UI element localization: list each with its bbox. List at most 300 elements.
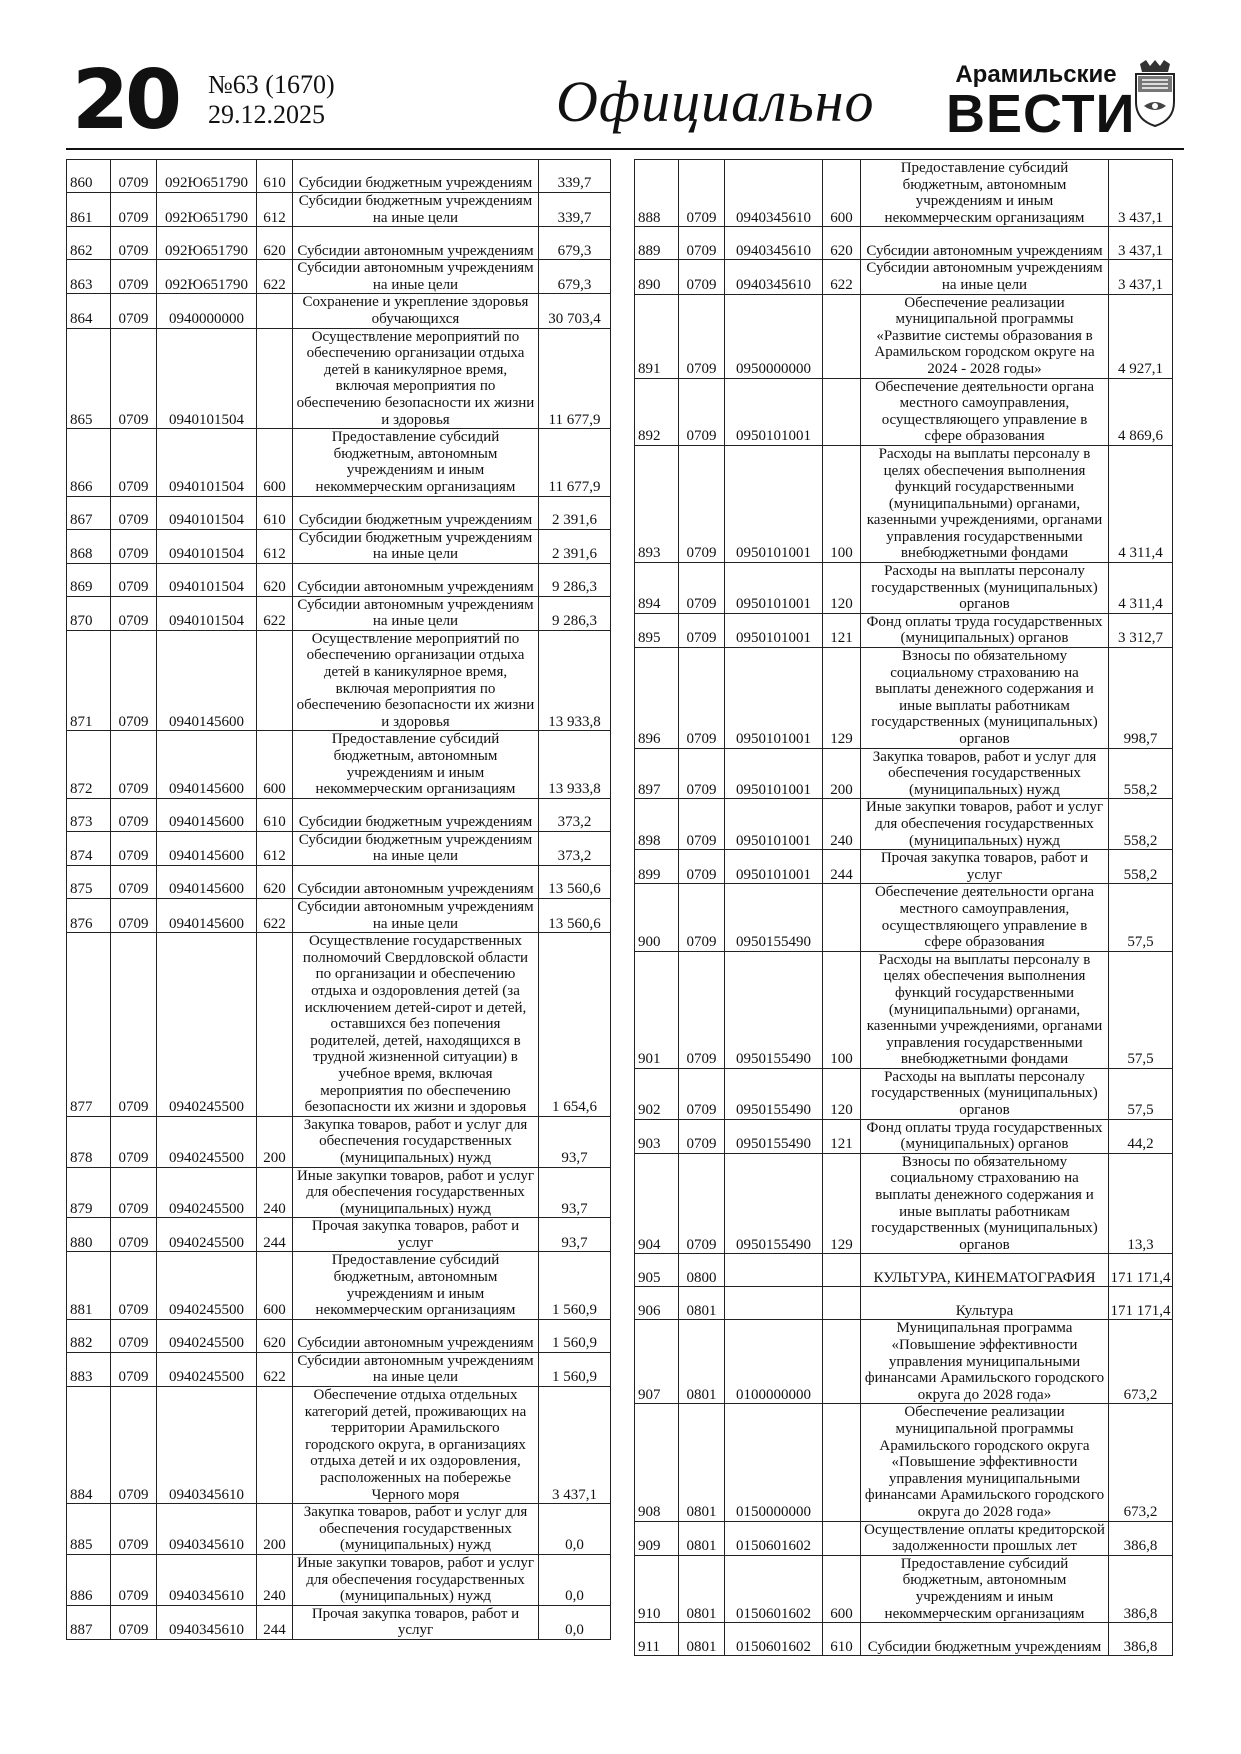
- row-description: Субсидии автономным учреждениям на иные цели: [293, 260, 539, 294]
- row-description: Закупка товаров, работ и услуг для обеспечения государственных (муниципальных) нужд: [861, 748, 1109, 799]
- expense-type: 121: [823, 613, 861, 647]
- row-description: КУЛЬТУРА, КИНЕМАТОГРАФИЯ: [861, 1254, 1109, 1287]
- row-number: 864: [67, 294, 111, 328]
- row-amount: 57,5: [1109, 951, 1173, 1068]
- row-number: 884: [67, 1387, 111, 1504]
- section-code: 0709: [679, 613, 725, 647]
- row-number: 888: [635, 160, 679, 227]
- expense-type: 100: [823, 951, 861, 1068]
- row-description: Прочая закупка товаров, работ и услуг: [293, 1218, 539, 1252]
- table-row: [67, 1116, 611, 1167]
- expense-type: 622: [823, 260, 861, 294]
- row-amount: 558,2: [1109, 850, 1173, 884]
- target-article: 0150601602: [725, 1623, 823, 1656]
- row-amount: 339,7: [539, 193, 611, 227]
- section-code: 0709: [111, 630, 157, 731]
- section-code: 0709: [111, 496, 157, 529]
- expense-type: [823, 1254, 861, 1287]
- table-row: [67, 798, 611, 831]
- row-amount: 3 437,1: [539, 1387, 611, 1504]
- row-number: 901: [635, 951, 679, 1068]
- row-number: 881: [67, 1252, 111, 1319]
- target-article: [725, 1287, 823, 1320]
- row-number: 909: [635, 1521, 679, 1555]
- row-description: Иные закупки товаров, работ и услуг для обеспечения государственных (муниципальных) нужд: [861, 799, 1109, 850]
- row-number: 904: [635, 1153, 679, 1254]
- section-code: 0801: [679, 1555, 725, 1622]
- row-amount: 9 286,3: [539, 563, 611, 596]
- target-article: [725, 1254, 823, 1287]
- row-number: 890: [635, 260, 679, 294]
- expense-type: 240: [257, 1167, 293, 1218]
- row-amount: 4 311,4: [1109, 563, 1173, 614]
- row-description: Субсидии автономным учреждениям на иные цели: [293, 1352, 539, 1386]
- row-amount: 673,2: [1109, 1320, 1173, 1404]
- table-row: [635, 1521, 1173, 1555]
- target-article: 0950155490: [725, 951, 823, 1068]
- expense-type: 622: [257, 596, 293, 630]
- expense-type: [823, 1521, 861, 1555]
- expense-type: 600: [257, 1252, 293, 1319]
- row-amount: 386,8: [1109, 1623, 1173, 1656]
- target-article: 0950101001: [725, 850, 823, 884]
- row-number: 870: [67, 596, 111, 630]
- row-description: Культура: [861, 1287, 1109, 1320]
- expense-type: [823, 884, 861, 951]
- row-amount: 30 703,4: [539, 294, 611, 328]
- row-description: Закупка товаров, работ и услуг для обеспечения государственных (муниципальных) нужд: [293, 1504, 539, 1555]
- target-article: 0950101001: [725, 378, 823, 445]
- row-amount: 13 933,8: [539, 731, 611, 798]
- row-amount: 2 391,6: [539, 496, 611, 529]
- target-article: 0150601602: [725, 1555, 823, 1622]
- section-code: 0709: [111, 1252, 157, 1319]
- table-row: [67, 1352, 611, 1386]
- section-code: 0709: [111, 798, 157, 831]
- row-amount: 1 654,6: [539, 933, 611, 1117]
- row-description: Расходы на выплаты персоналу государственных (муниципальных) органов: [861, 1068, 1109, 1119]
- section-code: 0709: [679, 748, 725, 799]
- row-description: Осуществление мероприятий по обеспечению организации отдыха детей в каникулярное время, включая мероприятия по обеспечению безопасности их жизни и здоровья: [293, 328, 539, 429]
- row-number: 868: [67, 529, 111, 563]
- target-article: 0940145600: [157, 899, 257, 933]
- row-amount: 171 171,4: [1109, 1287, 1173, 1320]
- table-row: [67, 1167, 611, 1218]
- row-number: 861: [67, 193, 111, 227]
- target-article: 0100000000: [725, 1320, 823, 1404]
- row-description: Расходы на выплаты персоналу в целях обеспечения выполнения функций государственными (муниципальными) органами, казенными учреждениями, органами управления государственными внебюджетными фондами: [861, 445, 1109, 562]
- row-amount: 13 933,8: [539, 630, 611, 731]
- section-code: 0801: [679, 1404, 725, 1521]
- row-number: 860: [67, 160, 111, 193]
- expense-type: 129: [823, 648, 861, 749]
- row-amount: 679,3: [539, 227, 611, 260]
- row-description: Предоставление субсидий бюджетным, автономным учреждениям и иным некоммерческим организациям: [293, 1252, 539, 1319]
- table-row: [635, 563, 1173, 614]
- target-article: 0940101504: [157, 429, 257, 496]
- table-row: [67, 563, 611, 596]
- row-description: Осуществление мероприятий по обеспечению организации отдыха детей в каникулярное время, включая мероприятия по обеспечению безопасности их жизни и здоровья: [293, 630, 539, 731]
- row-description: Субсидии автономным учреждениям на иные цели: [293, 899, 539, 933]
- row-number: 905: [635, 1254, 679, 1287]
- row-amount: 0,0: [539, 1554, 611, 1605]
- row-amount: 4 311,4: [1109, 445, 1173, 562]
- table-row: [635, 799, 1173, 850]
- target-article: 0940245500: [157, 1252, 257, 1319]
- target-article: 0940345610: [725, 160, 823, 227]
- row-number: 899: [635, 850, 679, 884]
- expense-type: [257, 630, 293, 731]
- row-number: 875: [67, 866, 111, 899]
- row-amount: 998,7: [1109, 648, 1173, 749]
- section-code: 0709: [111, 328, 157, 429]
- row-number: 889: [635, 227, 679, 260]
- table-row: [635, 260, 1173, 294]
- row-description: Предоставление субсидий бюджетным, автономным учреждениям и иным некоммерческим организациям: [293, 731, 539, 798]
- target-article: 0940345610: [725, 260, 823, 294]
- target-article: 0150601602: [725, 1521, 823, 1555]
- section-code: 0709: [679, 445, 725, 562]
- row-amount: 44,2: [1109, 1119, 1173, 1153]
- budget-table-right: [634, 159, 1173, 1656]
- section-code: 0709: [111, 260, 157, 294]
- target-article: 0950101001: [725, 748, 823, 799]
- table-row: [67, 630, 611, 731]
- row-number: 896: [635, 648, 679, 749]
- section-code: 0709: [679, 850, 725, 884]
- row-number: 874: [67, 831, 111, 865]
- expense-type: 622: [257, 1352, 293, 1386]
- table-row: [67, 529, 611, 563]
- row-description: Обеспечение реализации муниципальной программы «Развитие системы образования в Арамильском городском округе на 2024 - 2028 годы»: [861, 294, 1109, 378]
- row-number: 872: [67, 731, 111, 798]
- section-code: 0709: [679, 648, 725, 749]
- row-amount: 4 869,6: [1109, 378, 1173, 445]
- row-number: 873: [67, 798, 111, 831]
- table-row: [635, 294, 1173, 378]
- table-row: [67, 1554, 611, 1605]
- budget-table-left: [66, 159, 611, 1640]
- row-amount: 93,7: [539, 1218, 611, 1252]
- table-row: [67, 1218, 611, 1252]
- row-amount: 3 437,1: [1109, 227, 1173, 260]
- target-article: 0940145600: [157, 798, 257, 831]
- row-amount: 9 286,3: [539, 596, 611, 630]
- row-description: Расходы на выплаты персоналу в целях обеспечения выполнения функций государственными (муниципальными) органами, казенными учреждениями, органами управления государственными внебюджетными фондами: [861, 951, 1109, 1068]
- row-number: 878: [67, 1116, 111, 1167]
- table-row: [67, 160, 611, 193]
- expense-type: 612: [257, 831, 293, 865]
- row-amount: 373,2: [539, 798, 611, 831]
- row-amount: 558,2: [1109, 748, 1173, 799]
- target-article: 0950101001: [725, 613, 823, 647]
- table-row: [67, 1387, 611, 1504]
- expense-type: [823, 1404, 861, 1521]
- expense-type: 100: [823, 445, 861, 562]
- table-row: [67, 260, 611, 294]
- section-code: 0709: [679, 294, 725, 378]
- section-code: 0709: [679, 951, 725, 1068]
- table-row: [67, 1319, 611, 1352]
- row-number: 865: [67, 328, 111, 429]
- target-article: 0940145600: [157, 731, 257, 798]
- expense-type: 200: [823, 748, 861, 799]
- row-number: 867: [67, 496, 111, 529]
- row-number: 880: [67, 1218, 111, 1252]
- section-code: 0709: [679, 227, 725, 260]
- page-number: 20: [72, 53, 179, 148]
- section-code: 0709: [679, 1153, 725, 1254]
- row-description: Расходы на выплаты персоналу государственных (муниципальных) органов: [861, 563, 1109, 614]
- expense-type: [823, 294, 861, 378]
- row-amount: 386,8: [1109, 1521, 1173, 1555]
- row-description: Субсидии бюджетным учреждениям на иные цели: [293, 193, 539, 227]
- row-number: 910: [635, 1555, 679, 1622]
- row-amount: 0,0: [539, 1605, 611, 1639]
- target-article: 0940101504: [157, 563, 257, 596]
- section-code: 0709: [111, 1504, 157, 1555]
- row-number: 908: [635, 1404, 679, 1521]
- expense-type: [823, 378, 861, 445]
- target-article: 092Ю651790: [157, 193, 257, 227]
- row-description: Закупка товаров, работ и услуг для обеспечения государственных (муниципальных) нужд: [293, 1116, 539, 1167]
- row-amount: 3 312,7: [1109, 613, 1173, 647]
- row-number: 863: [67, 260, 111, 294]
- row-description: Прочая закупка товаров, работ и услуг: [293, 1605, 539, 1639]
- target-article: 0940000000: [157, 294, 257, 328]
- row-description: Предоставление субсидий бюджетным, автономным учреждениям и иным некоммерческим организациям: [861, 160, 1109, 227]
- row-amount: 13 560,6: [539, 866, 611, 899]
- expense-type: 120: [823, 563, 861, 614]
- issue-date: 29.12.2025: [208, 100, 325, 129]
- target-article: 0940101504: [157, 496, 257, 529]
- row-number: 883: [67, 1352, 111, 1386]
- expense-type: 244: [257, 1218, 293, 1252]
- section-code: 0709: [111, 1319, 157, 1352]
- expense-type: 622: [257, 899, 293, 933]
- expense-type: 620: [257, 227, 293, 260]
- expense-type: 610: [257, 160, 293, 193]
- target-article: 0950155490: [725, 1119, 823, 1153]
- row-description: Субсидии автономным учреждениям: [861, 227, 1109, 260]
- expense-type: 612: [257, 529, 293, 563]
- section-code: 0709: [111, 731, 157, 798]
- row-amount: 3 437,1: [1109, 160, 1173, 227]
- target-article: 0940245500: [157, 1218, 257, 1252]
- newspaper-logo: [946, 61, 1136, 144]
- expense-type: 200: [257, 1116, 293, 1167]
- section-code: 0709: [111, 1554, 157, 1605]
- target-article: 0940101504: [157, 328, 257, 429]
- table-row: [67, 294, 611, 328]
- target-article: 092Ю651790: [157, 160, 257, 193]
- expense-type: [257, 1387, 293, 1504]
- table-row: [635, 1119, 1173, 1153]
- section-code: 0801: [679, 1521, 725, 1555]
- section-code: 0709: [111, 1218, 157, 1252]
- expense-type: [257, 933, 293, 1117]
- row-amount: 13,3: [1109, 1153, 1173, 1254]
- target-article: 0940145600: [157, 866, 257, 899]
- expense-type: 240: [257, 1554, 293, 1605]
- row-description: Сохранение и укрепление здоровья обучающихся: [293, 294, 539, 328]
- section-code: 0709: [111, 160, 157, 193]
- row-number: 903: [635, 1119, 679, 1153]
- expense-type: 620: [257, 866, 293, 899]
- row-number: 894: [635, 563, 679, 614]
- row-amount: 11 677,9: [539, 328, 611, 429]
- target-article: 0940145600: [157, 630, 257, 731]
- section-code: 0709: [111, 866, 157, 899]
- target-article: 0940245500: [157, 1319, 257, 1352]
- target-article: 0940345610: [725, 227, 823, 260]
- row-number: 902: [635, 1068, 679, 1119]
- table-row: [635, 1068, 1173, 1119]
- section-code: 0801: [679, 1623, 725, 1656]
- expense-type: 244: [823, 850, 861, 884]
- table-row: [67, 1252, 611, 1319]
- expense-type: 121: [823, 1119, 861, 1153]
- coat-of-arms-icon: [1132, 58, 1178, 128]
- row-number: 892: [635, 378, 679, 445]
- target-article: 0940345610: [157, 1387, 257, 1504]
- logo-top-text: Арамильские: [955, 61, 1117, 88]
- row-description: Прочая закупка товаров, работ и услуг: [861, 850, 1109, 884]
- row-description: Взносы по обязательному социальному страхованию на выплаты денежного содержания и иные выплаты работникам государственных (муниципальных) органов: [861, 648, 1109, 749]
- section-code: 0709: [111, 227, 157, 260]
- section-code: 0709: [111, 563, 157, 596]
- logo-bottom-text: ВЕСТИ: [946, 84, 1136, 144]
- row-amount: 1 560,9: [539, 1319, 611, 1352]
- expense-type: 620: [823, 227, 861, 260]
- expense-type: 600: [257, 731, 293, 798]
- row-number: 911: [635, 1623, 679, 1656]
- section-code: 0709: [679, 1119, 725, 1153]
- row-amount: 11 677,9: [539, 429, 611, 496]
- row-amount: 93,7: [539, 1167, 611, 1218]
- target-article: 0940101504: [157, 529, 257, 563]
- expense-type: 129: [823, 1153, 861, 1254]
- target-article: 0950101001: [725, 563, 823, 614]
- row-description: Обеспечение деятельности органа местного самоуправления, осуществляющего управление в сфере образования: [861, 378, 1109, 445]
- expense-type: 612: [257, 193, 293, 227]
- row-description: Субсидии автономным учреждениям: [293, 1319, 539, 1352]
- table-row: [635, 1404, 1173, 1521]
- row-description: Субсидии бюджетным учреждениям на иные цели: [293, 529, 539, 563]
- row-amount: 57,5: [1109, 884, 1173, 951]
- section-code: 0709: [111, 831, 157, 865]
- table-row: [67, 193, 611, 227]
- table-row: [67, 831, 611, 865]
- target-article: 0940245500: [157, 1116, 257, 1167]
- expense-type: 600: [257, 429, 293, 496]
- table-row: [635, 884, 1173, 951]
- row-description: Субсидии бюджетным учреждениям на иные цели: [293, 831, 539, 865]
- row-description: Осуществление государственных полномочий Свердловской области по организации и обеспечению отдыха и оздоровления детей (за исключением детей-сирот и детей, оставшихся без попечения родителей, детей, находящихся в трудной жизненной ситуации) в учебное время, включая мероприятия по обеспечению безопасности их жизни и здоровья: [293, 933, 539, 1117]
- row-description: Предоставление субсидий бюджетным, автономным учреждениям и иным некоммерческим организациям: [293, 429, 539, 496]
- section-code: 0709: [111, 429, 157, 496]
- section-code: 0709: [111, 1387, 157, 1504]
- table-row: [67, 328, 611, 429]
- table-row: [67, 731, 611, 798]
- section-code: 0709: [679, 563, 725, 614]
- row-description: Предоставление субсидий бюджетным, автономным учреждениям и иным некоммерческим организациям: [861, 1555, 1109, 1622]
- table-row: [635, 1623, 1173, 1656]
- expense-type: [823, 1320, 861, 1404]
- row-description: Субсидии бюджетным учреждениям: [293, 798, 539, 831]
- table-row: [67, 933, 611, 1117]
- expense-type: 244: [257, 1605, 293, 1639]
- row-number: 876: [67, 899, 111, 933]
- target-article: 0940245500: [157, 933, 257, 1117]
- row-amount: 13 560,6: [539, 899, 611, 933]
- section-code: 0709: [111, 933, 157, 1117]
- section-code: 0800: [679, 1254, 725, 1287]
- row-amount: 679,3: [539, 260, 611, 294]
- section-code: 0709: [679, 378, 725, 445]
- row-amount: 4 927,1: [1109, 294, 1173, 378]
- row-number: 906: [635, 1287, 679, 1320]
- row-amount: 57,5: [1109, 1068, 1173, 1119]
- table-row: [635, 613, 1173, 647]
- section-code: 0709: [679, 884, 725, 951]
- section-code: 0709: [679, 1068, 725, 1119]
- table-row: [635, 1287, 1173, 1320]
- expense-type: 600: [823, 160, 861, 227]
- expense-type: 610: [823, 1623, 861, 1656]
- row-amount: 386,8: [1109, 1555, 1173, 1622]
- row-number: 895: [635, 613, 679, 647]
- target-article: 0950155490: [725, 1068, 823, 1119]
- row-description: Субсидии бюджетным учреждениям: [293, 160, 539, 193]
- row-amount: 2 391,6: [539, 529, 611, 563]
- row-number: 871: [67, 630, 111, 731]
- target-article: 0940101504: [157, 596, 257, 630]
- target-article: 0940345610: [157, 1504, 257, 1555]
- table-row: [635, 648, 1173, 749]
- target-article: 0940345610: [157, 1605, 257, 1639]
- table-row: [635, 445, 1173, 562]
- table-row: [635, 378, 1173, 445]
- table-row: [67, 1605, 611, 1639]
- row-number: 887: [67, 1605, 111, 1639]
- row-amount: 558,2: [1109, 799, 1173, 850]
- row-amount: 0,0: [539, 1504, 611, 1555]
- row-amount: 373,2: [539, 831, 611, 865]
- row-number: 897: [635, 748, 679, 799]
- section-code: 0709: [679, 260, 725, 294]
- section-title: Официально: [556, 69, 875, 134]
- target-article: 0150000000: [725, 1404, 823, 1521]
- table-row: [635, 227, 1173, 260]
- target-article: 0950101001: [725, 648, 823, 749]
- section-code: 0709: [679, 160, 725, 227]
- expense-type: 610: [257, 798, 293, 831]
- table-row: [635, 1254, 1173, 1287]
- section-code: 0709: [111, 596, 157, 630]
- table-row: [635, 850, 1173, 884]
- row-number: 893: [635, 445, 679, 562]
- section-code: 0709: [111, 899, 157, 933]
- row-number: 866: [67, 429, 111, 496]
- expense-type: [823, 1287, 861, 1320]
- target-article: 0950155490: [725, 884, 823, 951]
- target-article: 0940245500: [157, 1167, 257, 1218]
- row-description: Субсидии бюджетным учреждениям: [293, 496, 539, 529]
- expense-type: [257, 294, 293, 328]
- row-description: Взносы по обязательному социальному страхованию на выплаты денежного содержания и иные выплаты работникам государственных (муниципальных) органов: [861, 1153, 1109, 1254]
- target-article: 0950000000: [725, 294, 823, 378]
